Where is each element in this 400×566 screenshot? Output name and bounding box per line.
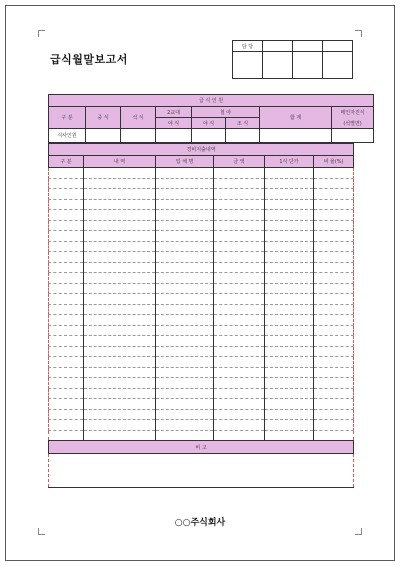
expense-cell[interactable] (156, 189, 214, 200)
expense-cell[interactable] (49, 220, 84, 231)
expense-cell[interactable] (84, 210, 156, 221)
meal-header-breakfast: 중 식 (86, 107, 121, 129)
expense-cell[interactable] (214, 388, 265, 399)
expense-cell[interactable] (84, 357, 156, 368)
expense-cell[interactable] (314, 336, 354, 347)
expense-cell[interactable] (49, 430, 84, 441)
expense-cell[interactable] (49, 273, 84, 284)
expense-cell[interactable] (49, 325, 84, 336)
approval-col-header (263, 41, 293, 52)
expense-cell[interactable] (314, 220, 354, 231)
approval-label: 담 당 (233, 41, 263, 52)
crop-mark (355, 30, 362, 37)
expense-cell[interactable] (265, 178, 314, 189)
expense-row (49, 220, 354, 231)
expense-header-category: 구 분 (49, 156, 84, 168)
expense-cell[interactable] (156, 388, 214, 399)
expense-cell[interactable] (49, 168, 84, 179)
expense-row (49, 315, 354, 326)
expense-cell[interactable] (156, 357, 214, 368)
expense-cell[interactable] (156, 420, 214, 431)
expense-cell[interactable] (156, 378, 214, 389)
expense-cell[interactable] (314, 304, 354, 315)
report-sheet (48, 94, 365, 488)
expense-cell[interactable] (49, 252, 84, 263)
expense-cell[interactable] (84, 315, 156, 326)
expense-cell[interactable] (265, 420, 314, 431)
crop-mark (38, 30, 45, 37)
expense-cell[interactable] (214, 304, 265, 315)
document-title: 급식월말보고서 (50, 53, 128, 66)
expense-cell[interactable] (265, 430, 314, 441)
expense-cell[interactable] (265, 283, 314, 294)
expense-cell[interactable] (314, 399, 354, 410)
expense-cell[interactable] (156, 315, 214, 326)
expense-cell[interactable] (314, 189, 354, 200)
approval-sign-cell[interactable] (323, 52, 353, 79)
expense-cell[interactable] (265, 409, 314, 420)
expense-cell[interactable] (156, 399, 214, 410)
meal-header-dinner: 석 식 (121, 107, 156, 129)
remarks-label: 비 고 (49, 441, 354, 454)
expense-cell[interactable] (49, 367, 84, 378)
expense-cell[interactable] (214, 273, 265, 284)
expense-cell[interactable] (265, 231, 314, 242)
expense-row (49, 409, 354, 420)
expense-cell[interactable] (314, 178, 354, 189)
expense-cell[interactable] (84, 241, 156, 252)
expense-cell[interactable] (49, 283, 84, 294)
expense-cell[interactable] (314, 378, 354, 389)
expense-row (49, 325, 354, 336)
expense-cell[interactable] (156, 241, 214, 252)
expense-cell[interactable] (214, 378, 265, 389)
expense-cell[interactable] (156, 430, 214, 441)
approval-sign-cell[interactable] (293, 52, 323, 79)
expense-cell[interactable] (84, 231, 156, 242)
expense-cell[interactable] (84, 283, 156, 294)
expense-row (49, 178, 354, 189)
expense-cell[interactable] (49, 189, 84, 200)
expense-row (49, 304, 354, 315)
expense-cell[interactable] (84, 252, 156, 263)
expense-cell[interactable] (156, 231, 214, 242)
expense-cell[interactable] (214, 357, 265, 368)
expense-cell[interactable] (214, 336, 265, 347)
expense-cell[interactable] (265, 220, 314, 231)
expense-cell[interactable] (314, 168, 354, 179)
expense-cell[interactable] (156, 367, 214, 378)
expense-cell[interactable] (49, 378, 84, 389)
expense-cell[interactable] (214, 210, 265, 221)
expense-cell[interactable] (314, 262, 354, 273)
expense-cell[interactable] (314, 315, 354, 326)
expense-cell[interactable] (214, 220, 265, 231)
expense-cell[interactable] (214, 325, 265, 336)
approval-col-header (293, 41, 323, 52)
expense-cell[interactable] (84, 189, 156, 200)
expense-cell[interactable] (214, 199, 265, 210)
expense-cell[interactable] (314, 252, 354, 263)
expense-cell[interactable] (156, 336, 214, 347)
expense-cell[interactable] (156, 294, 214, 305)
expense-cell[interactable] (314, 325, 354, 336)
expense-cell[interactable] (156, 168, 214, 179)
expense-cell[interactable] (314, 231, 354, 242)
expense-cell[interactable] (214, 346, 265, 357)
expense-cell[interactable] (49, 346, 84, 357)
expense-cell[interactable] (214, 430, 265, 441)
expense-cell[interactable] (314, 273, 354, 284)
expense-row (49, 420, 354, 431)
meal-header-category: 구 분 (49, 107, 86, 129)
expense-section-title: 경비지출내역 (49, 144, 354, 156)
meal-header-leftover-label: 메인자진식 (340, 109, 365, 116)
expense-row (49, 388, 354, 399)
expense-cell[interactable] (84, 178, 156, 189)
expense-cell[interactable] (156, 262, 214, 273)
expense-cell[interactable] (314, 357, 354, 368)
expense-row (49, 199, 354, 210)
meal-header-shift2: 2교대 (156, 107, 192, 118)
meal-header-leftover (332, 107, 374, 129)
expense-row (49, 336, 354, 347)
expense-cell[interactable] (49, 399, 84, 410)
expense-cell[interactable] (84, 273, 156, 284)
expense-cell[interactable] (49, 294, 84, 305)
expense-cell[interactable] (265, 189, 314, 200)
approval-box (232, 40, 353, 79)
expense-cell[interactable] (156, 178, 214, 189)
meal-input-cell[interactable] (332, 129, 374, 143)
meal-row-label: 식사인원 (49, 129, 86, 143)
meal-input-cell[interactable] (260, 129, 332, 143)
expense-header-vendor: 업 체 명 (156, 156, 214, 168)
expense-cell[interactable] (156, 325, 214, 336)
expense-cell[interactable] (265, 325, 314, 336)
expense-cell[interactable] (84, 378, 156, 389)
meal-header-night: 철 야 (192, 107, 260, 118)
expense-cell[interactable] (49, 199, 84, 210)
expense-cell[interactable] (314, 420, 354, 431)
expense-header-amount: 금 액 (214, 156, 265, 168)
expense-cell[interactable] (214, 241, 265, 252)
expense-cell[interactable] (265, 241, 314, 252)
expense-cell[interactable] (314, 409, 354, 420)
expense-cell[interactable] (49, 210, 84, 221)
meal-input-cell[interactable] (192, 129, 226, 143)
approval-sign-cell[interactable] (233, 52, 263, 79)
expense-row (49, 168, 354, 179)
meal-header-leftover-sub: (석별면) (343, 120, 362, 127)
expense-cell[interactable] (265, 199, 314, 210)
expense-cell[interactable] (49, 388, 84, 399)
expense-cell[interactable] (49, 178, 84, 189)
expense-cell[interactable] (314, 367, 354, 378)
crop-mark (38, 528, 45, 535)
expense-cell[interactable] (84, 430, 156, 441)
expense-cell[interactable] (156, 210, 214, 221)
expense-cell[interactable] (214, 231, 265, 242)
expense-cell[interactable] (84, 325, 156, 336)
meal-subheader-shift2: 야 식 (156, 118, 192, 129)
remarks-field[interactable] (49, 454, 354, 488)
expense-header-unit-price: 1식 단가 (265, 156, 314, 168)
approval-col-header (323, 41, 353, 52)
expense-cell[interactable] (49, 357, 84, 368)
meal-input-cell[interactable] (121, 129, 156, 143)
expense-cell[interactable] (214, 178, 265, 189)
expense-cell[interactable] (84, 199, 156, 210)
expense-cell[interactable] (84, 420, 156, 431)
expense-cell[interactable] (156, 199, 214, 210)
meal-input-cell[interactable] (86, 129, 121, 143)
meal-input-cell[interactable] (156, 129, 192, 143)
expense-cell[interactable] (156, 346, 214, 357)
expense-cell[interactable] (156, 220, 214, 231)
expense-cell[interactable] (156, 283, 214, 294)
expense-cell[interactable] (265, 336, 314, 347)
expense-cell[interactable] (84, 294, 156, 305)
expense-row (49, 210, 354, 221)
expense-cell[interactable] (265, 378, 314, 389)
meal-header-total: 합 계 (260, 107, 332, 129)
crop-mark (355, 528, 362, 535)
expense-table (48, 143, 354, 488)
expense-cell[interactable] (214, 367, 265, 378)
expense-cell[interactable] (49, 336, 84, 347)
expense-cell[interactable] (265, 294, 314, 305)
expense-row (49, 262, 354, 273)
meal-subheader-night-dinner: 야 식 (192, 118, 226, 129)
expense-cell[interactable] (49, 262, 84, 273)
expense-cell[interactable] (84, 168, 156, 179)
meal-input-cell[interactable] (226, 129, 260, 143)
expense-cell[interactable] (265, 262, 314, 273)
expense-row (49, 231, 354, 242)
expense-cell[interactable] (49, 304, 84, 315)
expense-cell[interactable] (214, 283, 265, 294)
expense-header-details: 내 역 (84, 156, 156, 168)
expense-cell[interactable] (84, 304, 156, 315)
expense-cell[interactable] (265, 168, 314, 179)
expense-row (49, 399, 354, 410)
expense-header-ratio: 비 율(%) (314, 156, 354, 168)
expense-cell[interactable] (156, 273, 214, 284)
expense-cell[interactable] (49, 231, 84, 242)
expense-row (49, 241, 354, 252)
expense-cell[interactable] (314, 430, 354, 441)
approval-sign-cell[interactable] (263, 52, 293, 79)
expense-cell[interactable] (84, 220, 156, 231)
expense-cell[interactable] (265, 399, 314, 410)
expense-cell[interactable] (314, 283, 354, 294)
meal-section-title: 급 식 인 원 (49, 95, 374, 107)
expense-cell[interactable] (214, 252, 265, 263)
expense-cell[interactable] (49, 409, 84, 420)
expense-cell[interactable] (265, 388, 314, 399)
expense-cell[interactable] (314, 388, 354, 399)
expense-row (49, 430, 354, 441)
expense-row (49, 283, 354, 294)
expense-cell[interactable] (265, 210, 314, 221)
expense-row (49, 346, 354, 357)
expense-row (49, 367, 354, 378)
expense-cell[interactable] (84, 367, 156, 378)
expense-cell[interactable] (265, 346, 314, 357)
expense-cell[interactable] (156, 409, 214, 420)
expense-cell[interactable] (214, 262, 265, 273)
expense-cell[interactable] (84, 409, 156, 420)
expense-cell[interactable] (84, 262, 156, 273)
expense-cell[interactable] (265, 252, 314, 263)
expense-cell[interactable] (84, 346, 156, 357)
expense-row (49, 252, 354, 263)
expense-cell[interactable] (265, 304, 314, 315)
expense-cell[interactable] (214, 420, 265, 431)
expense-cell[interactable] (84, 336, 156, 347)
company-name: ○○주식회사 (174, 518, 226, 528)
expense-cell[interactable] (265, 357, 314, 368)
expense-cell[interactable] (84, 388, 156, 399)
expense-row (49, 357, 354, 368)
expense-cell[interactable] (214, 189, 265, 200)
meal-status-table (48, 94, 374, 143)
expense-cell[interactable] (49, 241, 84, 252)
expense-cell[interactable] (265, 273, 314, 284)
expense-row (49, 294, 354, 305)
expense-cell[interactable] (84, 399, 156, 410)
expense-cell[interactable] (214, 168, 265, 179)
expense-row (49, 273, 354, 284)
expense-cell[interactable] (156, 252, 214, 263)
expense-cell[interactable] (314, 199, 354, 210)
expense-cell[interactable] (214, 294, 265, 305)
expense-cell[interactable] (214, 399, 265, 410)
expense-cell[interactable] (314, 210, 354, 221)
expense-cell[interactable] (214, 315, 265, 326)
expense-rows (49, 168, 354, 441)
expense-cell[interactable] (314, 241, 354, 252)
expense-row (49, 378, 354, 389)
expense-cell[interactable] (156, 304, 214, 315)
expense-cell[interactable] (314, 294, 354, 305)
expense-cell[interactable] (49, 420, 84, 431)
expense-cell[interactable] (265, 367, 314, 378)
meal-subheader-night-breakfast: 조 식 (226, 118, 260, 129)
expense-cell[interactable] (314, 346, 354, 357)
expense-row (49, 189, 354, 200)
expense-cell[interactable] (214, 409, 265, 420)
expense-cell[interactable] (49, 315, 84, 326)
expense-cell[interactable] (265, 315, 314, 326)
